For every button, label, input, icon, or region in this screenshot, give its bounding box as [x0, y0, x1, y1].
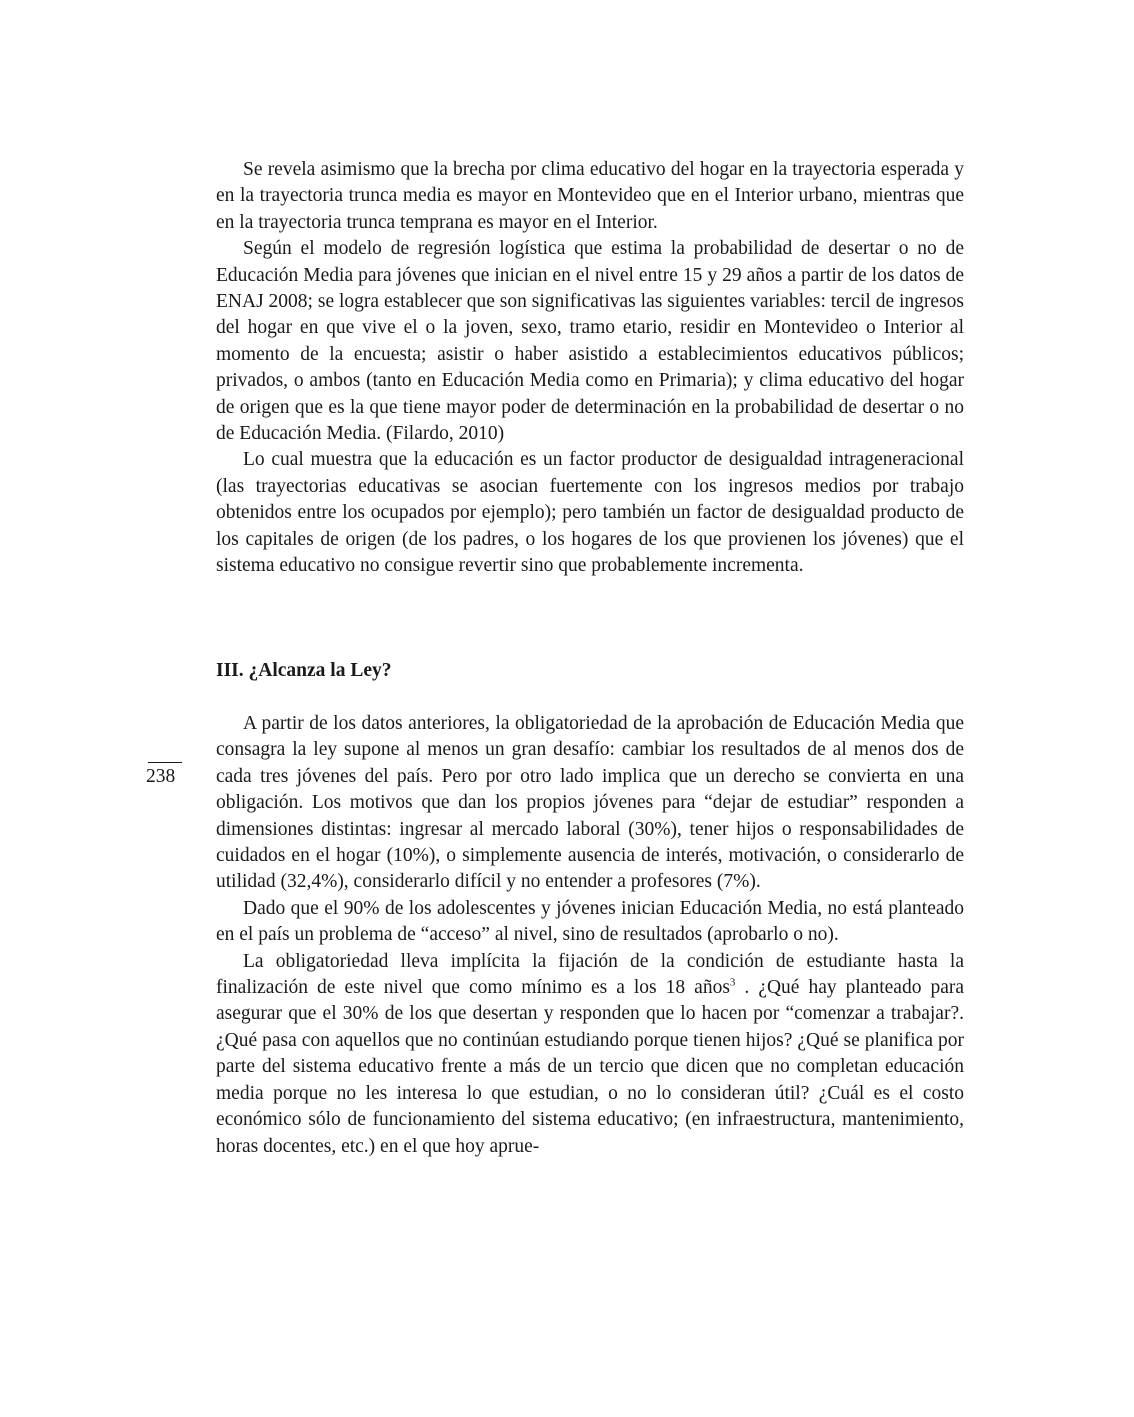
paragraph-text: La obligatoriedad lleva implícita la fijación de la condición de estudiante hasta la finalización de este nivel que como mínimo es a los 18 años [216, 950, 964, 999]
paragraph-text: . ¿Qué hay planteado para asegurar que el 30% de los que desertan y responden que lo hacen por “comenzar a trabajar?.¿Qué pasa con aquellos que no continúan estudiando porque tienen hijos? ¿Qué se planifica por parte del sistema educativo frente a más de un tercio que dicen que no completan educación media porque no les interesa lo que estudian, o no lo consideran útil? ¿Cuál es el costo económico sólo de funcionamiento del sistema educativo; (en infraestructura, mantenimiento, horas docentes, etc.) en el que hoy aprue- [216, 977, 965, 1157]
page-number: 238 [146, 766, 176, 787]
paragraph: Se revela asimismo que la brecha por clima educativo del hogar en la trayectoria esperada y en la trayectoria trunca media es mayor en Montevideo que en el Interior urbano, mientras que en la trayectoria trunca temprana es mayor en el Interior. [216, 159, 964, 233]
paragraph: A partir de los datos anteriores, la obligatoriedad de la aprobación de Educación Media que consagra la ley supone al menos un gran desafío: cambiar los resultados de al menos dos de cada tres jóvenes del país. Pero por otro lado implica que un derecho se convierta en una obligación. Los motivos que dan los propios jóvenes para “dejar de estudiar” responden a dimensiones distintas: ingresar al mercado laboral (30%), tener hijos o responsabilidades de cuidados en el hogar (10%), o simplemente ausencia de interés, motivación, o considerarlo de utilidad (32,4%), considerarlo difícil y no entender a profesores (7%). [216, 713, 964, 893]
paragraph-last [216, 949, 964, 1160]
body-text-bottom [216, 711, 964, 1160]
body-text-top [216, 157, 964, 580]
footnote-reference: 3 [729, 976, 736, 989]
paragraph: Según el modelo de regresión logística que estima la probabilidad de desertar o no de Educación Media para jóvenes que inician en el nivel entre 15 y 29 años a partir de los datos de ENAJ 2008; se logra establecer que son significativas las siguientes variables: tercil de ingresos del hogar en que vive el o la joven, sexo, tramo etario, residir en Montevideo o Interior al momento de la encuesta; asistir o haber asistido a establecimientos educativos públicos; privados, o ambos (tanto en Educación Media como en Primaria); y clima educativo del hogar de origen que es la que tiene mayor poder de determinación en la probabilidad de desertar o no de Educación Media. (Filardo, 2010) [216, 238, 964, 445]
page-number-rule [148, 762, 182, 763]
section-heading: III. ¿Alcanza la Ley? [216, 660, 392, 681]
paragraph: Lo cual muestra que la educación es un factor productor de desigualdad intrageneracional (las trayectorias educativas se asocian fuertemente con los ingresos medios por trabajo obtenidos entre los ocupados por ejemplo); pero también un factor de desigualdad producto de los capitales de origen (de los padres, o los hogares de los que provienen los jóvenes) que el sistema educativo no consigue revertir sino que probablemente incrementa. [216, 449, 964, 577]
paragraph: Dado que el 90% de los adolescentes y jóvenes inician Educación Media, no está planteado en el país un problema de “acceso” al nivel, sino de resultados (aprobarlo o no). [216, 897, 964, 946]
